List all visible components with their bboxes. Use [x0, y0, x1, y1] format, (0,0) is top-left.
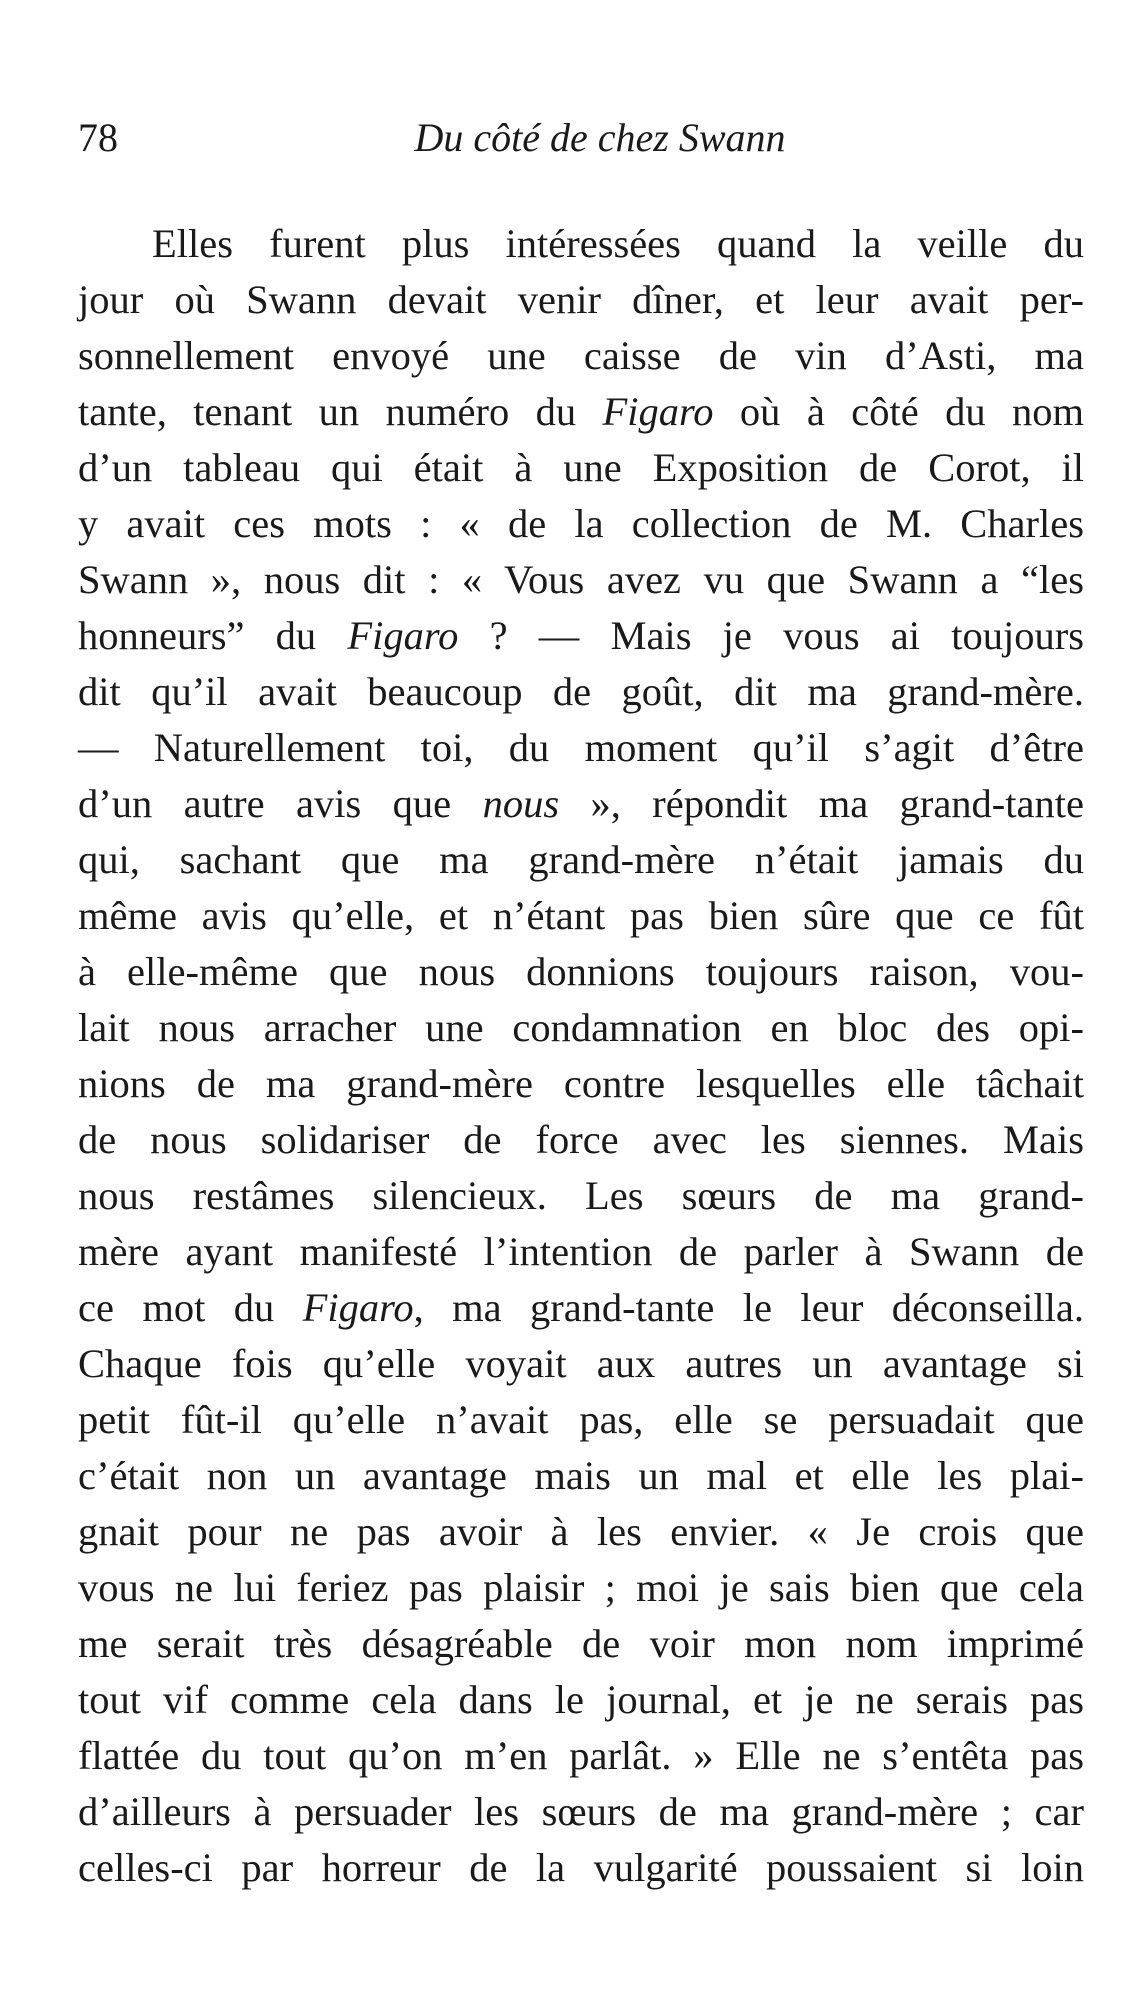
- text-line: [78, 1224, 1084, 1280]
- text-segment: Swann », nous dit : « Vous avez vu que Swann a “les: [78, 557, 1084, 602]
- text-segment: », répondit ma grand-tante: [559, 781, 1084, 826]
- running-header: [78, 108, 1082, 168]
- text-segment: dit qu’il avait beaucoup de goût, dit ma grand-mère.: [78, 669, 1084, 714]
- text-line: [78, 1672, 1084, 1728]
- text-segment: ce mot du: [78, 1285, 303, 1330]
- text-segment: jour où Swann devait venir dîner, et leur avait per-: [78, 277, 1084, 322]
- italic-text-segment: Figaro: [302, 1285, 414, 1330]
- text-segment: même avis qu’elle, et n’étant pas bien sûre que ce fût: [78, 893, 1084, 938]
- text-line: [78, 1280, 1084, 1336]
- text-line: [78, 216, 1084, 272]
- text-line: [78, 1168, 1084, 1224]
- text-line: [78, 328, 1084, 384]
- text-segment: nions de ma grand-mère contre lesquelles elle tâchait: [78, 1061, 1084, 1106]
- text-line: [78, 384, 1084, 440]
- text-line: [78, 1560, 1084, 1616]
- text-segment: Elles furent plus intéressées quand la veille du: [152, 221, 1084, 266]
- text-line: [78, 1448, 1084, 1504]
- text-segment: , ma grand-tante le leur déconseilla.: [413, 1285, 1084, 1330]
- text-line: [78, 552, 1084, 608]
- text-line: [78, 1056, 1084, 1112]
- text-segment: tante, tenant un numéro du: [78, 389, 603, 434]
- text-line: [78, 1392, 1084, 1448]
- text-line: [78, 664, 1084, 720]
- text-line: [78, 1616, 1084, 1672]
- italic-text-segment: Figaro: [347, 613, 459, 658]
- text-segment: gnait pour ne pas avoir à les envier. « Je crois que: [78, 1509, 1084, 1554]
- text-segment: d’un autre avis que: [78, 781, 483, 826]
- italic-text-segment: Figaro: [602, 389, 714, 434]
- text-line: [78, 272, 1084, 328]
- text-segment: tout vif comme cela dans le journal, et je ne serais pas: [78, 1677, 1084, 1722]
- text-line: [78, 1336, 1084, 1392]
- text-segment: de nous solidariser de force avec les siennes. Mais: [78, 1117, 1084, 1162]
- text-segment: flattée du tout qu’on m’en parlât. » Elle ne s’entêta pas: [78, 1733, 1084, 1778]
- italic-text-segment: nous: [482, 781, 560, 826]
- text-segment: nous restâmes silencieux. Les sœurs de ma grand-: [78, 1173, 1084, 1218]
- text-line: [78, 720, 1084, 776]
- text-segment: vous ne lui feriez pas plaisir ; moi je sais bien que cela: [78, 1565, 1084, 1610]
- text-segment: petit fût-il qu’elle n’avait pas, elle se persuadait que: [78, 1397, 1084, 1442]
- text-line: [78, 776, 1084, 832]
- text-segment: mère ayant manifesté l’intention de parler à Swann de: [78, 1229, 1084, 1274]
- text-segment: d’un tableau qui était à une Exposition de Corot, il: [78, 445, 1084, 490]
- text-segment: c’était non un avantage mais un mal et elle les plai-: [78, 1453, 1084, 1498]
- running-title: Du côté de chez Swann: [414, 115, 786, 160]
- text-line: [78, 1840, 1084, 1896]
- text-line: [78, 1112, 1084, 1168]
- text-segment: honneurs” du: [78, 613, 348, 658]
- text-line: [78, 832, 1084, 888]
- text-segment: Chaque fois qu’elle voyait aux autres un avantage si: [78, 1341, 1084, 1386]
- text-segment: d’ailleurs à persuader les sœurs de ma grand-mère ; car: [78, 1789, 1084, 1834]
- page-number: 78: [78, 115, 118, 160]
- text-segment: me serait très désagréable de voir mon nom imprimé: [78, 1621, 1084, 1666]
- text-line: [78, 1728, 1084, 1784]
- text-line: [78, 440, 1084, 496]
- text-segment: y avait ces mots : « de la collection de M. Charles: [78, 501, 1084, 546]
- text-segment: où à côté du nom: [713, 389, 1084, 434]
- text-line: [78, 1784, 1084, 1840]
- text-segment: celles-ci par horreur de la vulgarité poussaient si loin: [78, 1845, 1084, 1890]
- text-line: [78, 944, 1084, 1000]
- text-segment: ? — Mais je vous ai toujours: [458, 613, 1084, 658]
- text-line: [78, 888, 1084, 944]
- text-segment: lait nous arracher une condamnation en bloc des opi-: [78, 1005, 1084, 1050]
- text-line: [78, 1504, 1084, 1560]
- text-segment: — Naturellement toi, du moment qu’il s’agit d’être: [78, 725, 1084, 770]
- text-segment: à elle-même que nous donnions toujours raison, vou-: [78, 949, 1084, 994]
- text-line: [78, 608, 1084, 664]
- text-line: [78, 496, 1084, 552]
- body-text: [78, 216, 1084, 1896]
- text-line: [78, 1000, 1084, 1056]
- text-segment: sonnellement envoyé une caisse de vin d’Asti, ma: [78, 333, 1084, 378]
- text-segment: qui, sachant que ma grand-mère n’était jamais du: [78, 837, 1084, 882]
